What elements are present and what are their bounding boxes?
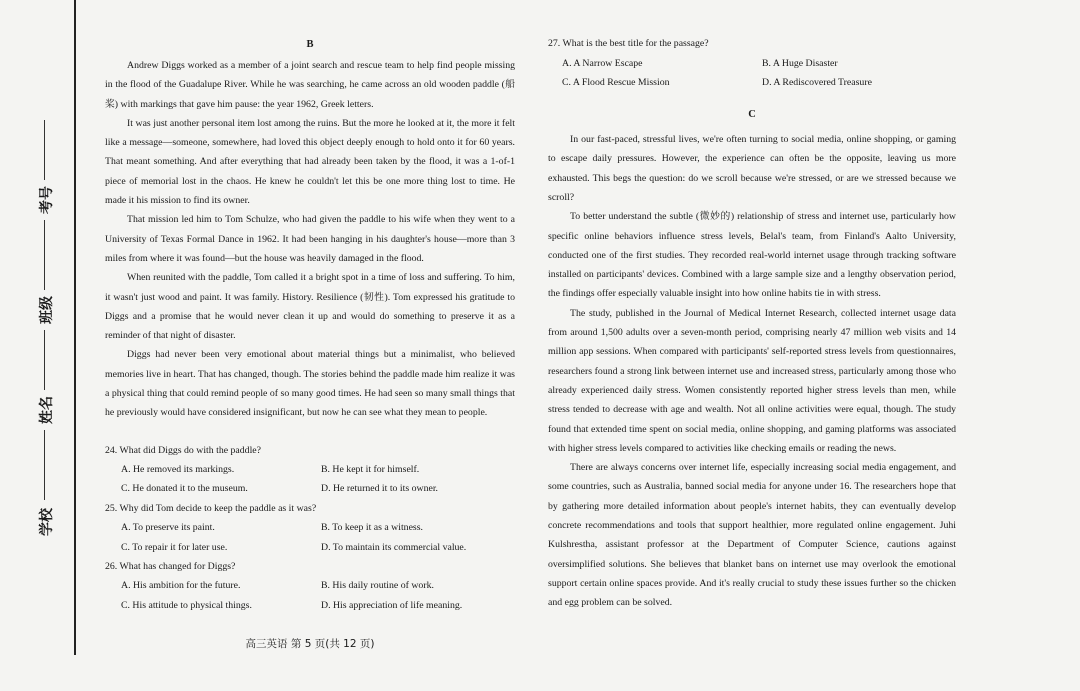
section-c-heading: C bbox=[748, 109, 756, 121]
left-column bbox=[105, 36, 515, 615]
option-d: D. He returned it to its owner. bbox=[321, 483, 438, 495]
binding-margin bbox=[0, 0, 76, 691]
option-c: C. His attitude to physical things. bbox=[121, 599, 252, 611]
question-stem: 24. What did Diggs do with the paddle? bbox=[105, 444, 261, 456]
option-c: C. He donated it to the museum. bbox=[121, 483, 248, 495]
section-c-paragraph: To better understand the subtle (微妙的) relationship of stress and internet use, particularly how specific online behaviors influence stress levels, Belal's team, from Finland's Aalto University, conducted one of the first studies. They recorded real-world internet usage through tracking software installed on participants' devices. Combined with a large sample size and a lengthy observation period, the findings offer especially valuable insight into how online habits tie in with stress. bbox=[548, 211, 956, 300]
option-d: D. His appreciation of life meaning. bbox=[321, 599, 463, 611]
option-b: B. To keep it as a witness. bbox=[321, 522, 423, 534]
school-label: 学校 bbox=[39, 508, 55, 536]
right-column bbox=[548, 34, 956, 613]
section-b-paragraph: Andrew Diggs worked as a member of a joint search and rescue team to help find people missing in the flood of the Guadalupe River. While he was searching, he came across an old wooden paddle (船桨) with markings that gave him pause: the year 1962, Greek letters. bbox=[105, 60, 515, 110]
page-footer: 高三英语 第 5 页(共 12 页) bbox=[245, 638, 375, 650]
question-26 bbox=[105, 557, 515, 615]
class-line bbox=[44, 220, 45, 290]
option-a: A. His ambition for the future. bbox=[121, 580, 241, 592]
option-d: D. To maintain its commercial value. bbox=[321, 541, 467, 553]
option-b: B. His daily routine of work. bbox=[321, 580, 434, 592]
question-stem: 27. What is the best title for the passage? bbox=[548, 38, 709, 49]
binding-line bbox=[74, 0, 76, 655]
class-label: 班级 bbox=[39, 296, 55, 324]
option-b: B. He kept it for himself. bbox=[321, 464, 420, 476]
question-stem: 25. Why did Tom decide to keep the paddle as it was? bbox=[105, 502, 317, 514]
section-c-paragraph: In our fast-paced, stressful lives, we're often turning to social media, online shopping, or gaming to escape daily pressures. However, the experience can often be the opposite, leaving us more exhausted. This begs the question: do we scroll because we're stressed, or are we stressed because we scroll? bbox=[548, 134, 956, 203]
exam-number-line bbox=[44, 120, 45, 180]
exam-number-label: 考号 bbox=[39, 186, 55, 214]
option-d: D. A Rediscovered Treasure bbox=[762, 76, 872, 88]
question-27 bbox=[548, 34, 956, 92]
question-stem: 26. What has changed for Diggs? bbox=[105, 560, 236, 572]
option-c: C. A Flood Rescue Mission bbox=[562, 76, 670, 88]
section-b-paragraph: When reunited with the paddle, Tom called it a bright spot in a time of loss and suffering. To him, it wasn't just wood and paint. It was family. History. Resilience (韧性). Tom expressed his gratitude to Diggs and a promise that he would never clean it up and would do something to preserve it as a reminder of that night of disaster. bbox=[105, 272, 515, 342]
section-c-paragraph: There are always concerns over internet life, especially increasing social media engagement, and some countries, such as Australia, banned social media for anyone under 16. The researchers hope that by gathering more detailed information about people's internet habits, they can eventually develop concrete recommendations and tools that support healthier, more regulated online engagement. Juhi Kulshrestha, assistant professor at the Department of Computer Science, cautions against oversimplified solutions. She believes that blanket bans on internet use may overlook the emotional support certain online spaces provide. And it's really crucial to study these issues further so the chicken and egg problem can be solved. bbox=[548, 462, 956, 609]
section-b-paragraph: It was just another personal item lost among the ruins. But the more he looked at it, the more it felt like a message—someone, somewhere, had loved this object deeply enough to hold onto it for 60 years. That meant something. And after everything that had already been taken by the flood, it was a 1-of-1 piece of memorial lost in the chaos. He knew he couldn't let this be one more thing lost to time. He made it his mission to find its owner. bbox=[105, 117, 515, 207]
school-line bbox=[44, 430, 45, 500]
section-b-paragraph: Diggs had never been very emotional about material things but a minimalist, who believed memories live in heart. That has changed, though. The stories behind the paddle made him realize it was a physical thing that could remind people of so many good times. He had seen so many small things that he previously would have considered insignificant, but now he can see what they mean to people. bbox=[105, 349, 515, 419]
option-c: C. To repair it for later use. bbox=[121, 541, 228, 553]
question-25 bbox=[105, 499, 515, 557]
question-24 bbox=[105, 441, 515, 499]
option-b: B. A Huge Disaster bbox=[762, 57, 838, 69]
section-b-heading: B bbox=[306, 39, 314, 50]
option-a: A. He removed its markings. bbox=[121, 464, 235, 476]
name-label: 姓名 bbox=[39, 396, 55, 424]
section-c-paragraph: The study, published in the Journal of Medical Internet Research, collected internet usage data from around 1,500 adults over a seven-month period, comprising nearly 47 million web visits and 14 million app sessions. When compared with participants' self-reported stress levels from questionnaires, researchers found a strong link between internet use and increased stress, particularly among those who already experienced daily stress. Women consistently reported higher stress levels than men, while stress tended to decrease with age and wealth. Not all online activities were equal, though. The study found that extended time spent on social media, online shopping, and gaming platforms was associated with higher stress levels compared to activities like checking emails or reading the news. bbox=[548, 307, 956, 454]
option-a: A. To preserve its paint. bbox=[121, 522, 215, 534]
option-a: A. A Narrow Escape bbox=[562, 57, 643, 69]
name-line bbox=[44, 330, 45, 390]
section-b-paragraph: That mission led him to Tom Schulze, who had given the paddle to his wife when they went to a University of Texas Formal Dance in 1962. It had been hanging in his daughter's house—more than 3 miles from where it was found—but the house was heavily damaged in the flood. bbox=[105, 214, 515, 264]
